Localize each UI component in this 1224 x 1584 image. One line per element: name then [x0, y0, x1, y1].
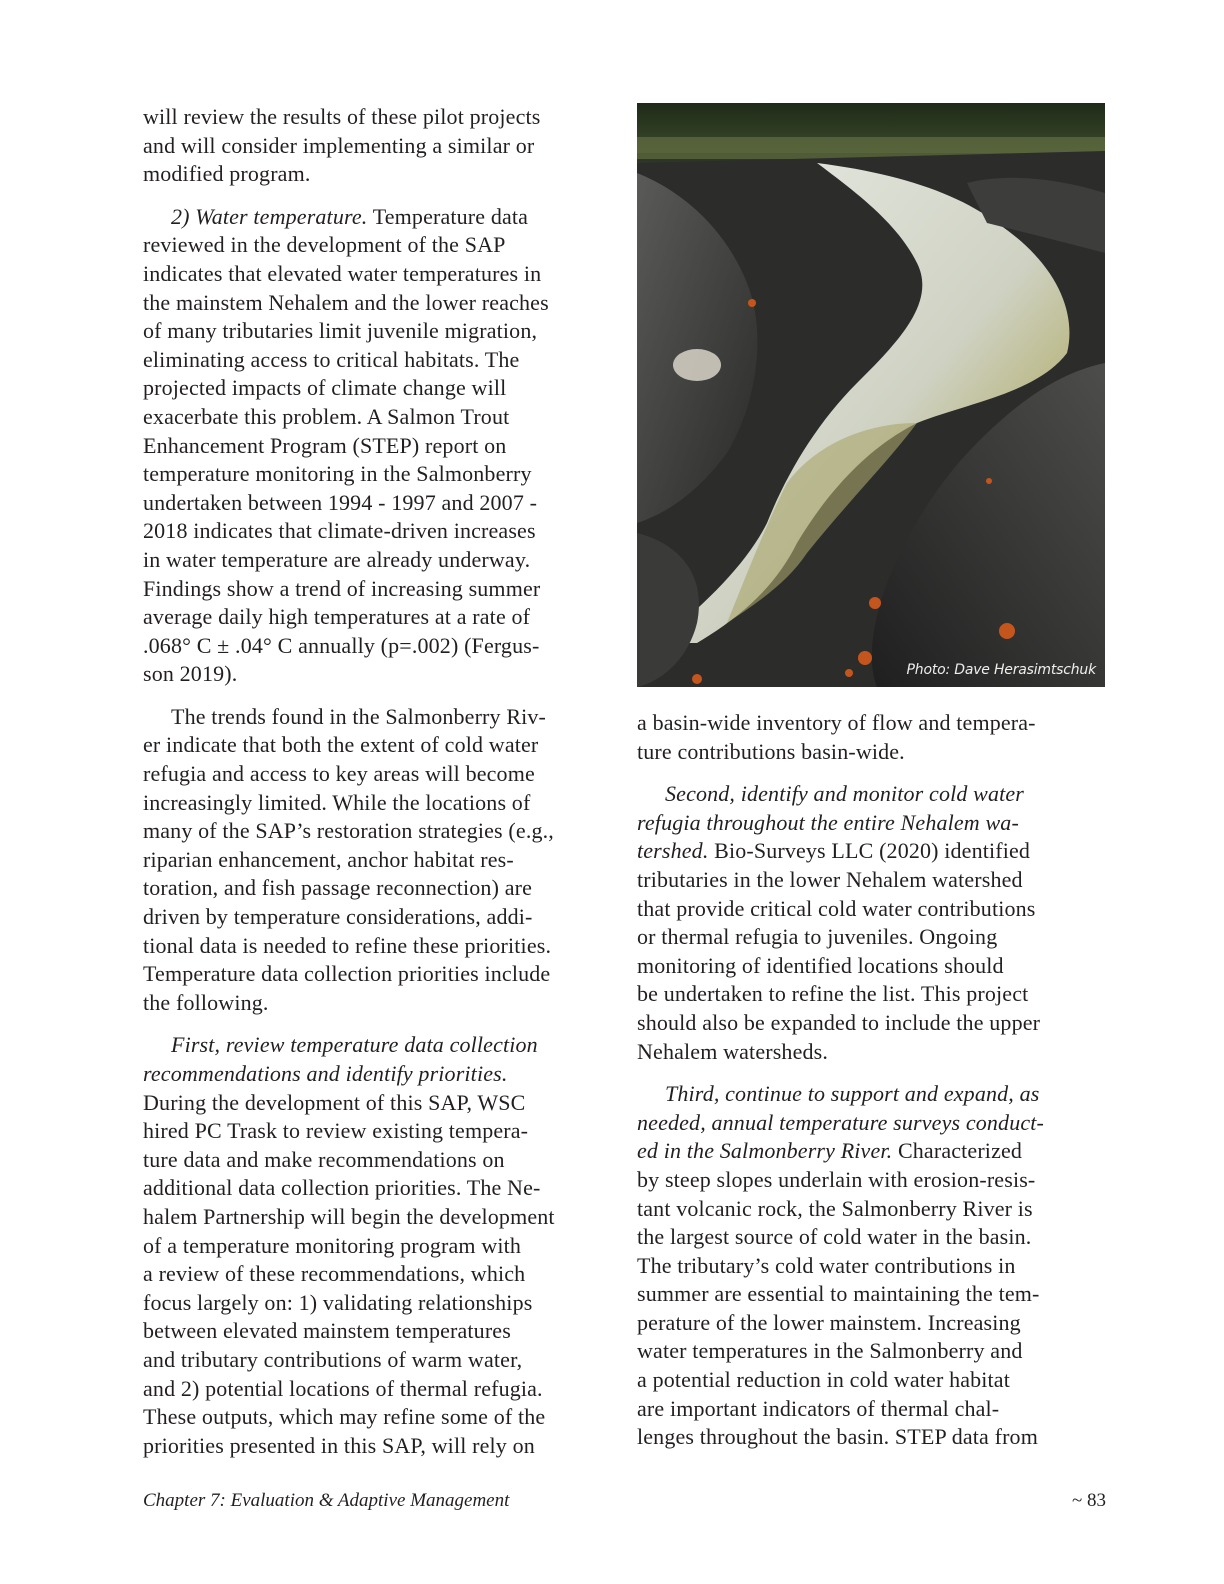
- text-line: The trends found in the Salmonberry Riv-: [171, 703, 547, 729]
- text-line: many of the SAP’s restoration strategies (e.g.,: [143, 818, 554, 844]
- text-line: son 2019).: [143, 661, 238, 687]
- text-line: [637, 1137, 1107, 1166]
- text-line: [637, 1109, 1107, 1138]
- waterfall-illustration: [637, 103, 1105, 687]
- text-line: that provide critical cold water contributions: [637, 895, 1036, 921]
- text-line: tional data is needed to refine these priorities.: [143, 932, 552, 958]
- text-line: temperature monitoring in the Salmonberry: [143, 461, 532, 487]
- paragraph-pilot-projects: [143, 103, 613, 189]
- paragraph-third-priority: [637, 1080, 1107, 1452]
- text-run: Bio-Surveys LLC (2020) identified: [708, 838, 1031, 864]
- text-line: Findings show a trend of increasing summer: [143, 575, 541, 601]
- right-column: [637, 103, 1107, 1466]
- text-line: modified program.: [143, 161, 311, 187]
- text-line: Nehalem watersheds.: [637, 1038, 828, 1064]
- left-column: [143, 103, 613, 1474]
- text-line: and tributary contributions of warm water,: [143, 1346, 523, 1372]
- subheading-water-temperature: 2) Water temperature.: [171, 203, 368, 229]
- text-line: the largest source of cold water in the basin.: [637, 1224, 1032, 1250]
- text-line: additional data collection priorities. The Ne-: [143, 1175, 541, 1201]
- subheading-third-priority: needed, annual temperature surveys conduct-: [637, 1109, 1045, 1135]
- text-line: projected impacts of climate change will: [143, 375, 507, 401]
- paragraph-second-priority: [637, 780, 1107, 1066]
- footer-chapter-title: Chapter 7: Evaluation & Adaptive Management: [143, 1490, 510, 1511]
- text-line: water temperatures in the Salmonberry and: [637, 1338, 1023, 1364]
- text-line: exacerbate this problem. A Salmon Trout: [143, 403, 510, 429]
- text-line: The tributary’s cold water contributions in: [637, 1252, 1016, 1278]
- text-line: [637, 809, 1107, 838]
- text-line: ture data and make recommendations on: [143, 1146, 505, 1172]
- text-line: and will consider implementing a similar or: [143, 132, 535, 158]
- text-line: Temperature data collection priorities include: [143, 961, 551, 987]
- text-line: priorities presented in this SAP, will rely on: [143, 1432, 535, 1458]
- text-line: the following.: [143, 989, 269, 1015]
- text-line: or thermal refugia to juveniles. Ongoing: [637, 924, 998, 950]
- subheading-second-priority: refugia throughout the entire Nehalem wa-: [637, 809, 1019, 835]
- text-line: refugia and access to key areas will become: [143, 761, 535, 787]
- text-line: in water temperature are already underway.: [143, 546, 531, 572]
- text-line: halem Partnership will begin the development: [143, 1203, 555, 1229]
- text-line: 2018 indicates that climate-driven increases: [143, 518, 536, 544]
- text-line: by steep slopes underlain with erosion-resis-: [637, 1166, 1036, 1192]
- text-run: Temperature data: [367, 203, 529, 229]
- text-line: a potential reduction in cold water habitat: [637, 1367, 1010, 1393]
- text-line: [637, 1080, 1107, 1109]
- subheading-second-priority: Second, identify and monitor cold water: [665, 781, 1025, 807]
- text-line: tant volcanic rock, the Salmonberry River is: [637, 1195, 1033, 1221]
- text-line: will review the results of these pilot projects: [143, 104, 541, 129]
- river-photo: [637, 103, 1105, 687]
- paragraph-water-temperature: [143, 203, 613, 689]
- text-line: focus largely on: 1) validating relationships: [143, 1289, 533, 1315]
- text-line: [143, 1060, 613, 1089]
- text-line: hired PC Trask to review existing tempera-: [143, 1118, 529, 1144]
- text-line: indicates that elevated water temperatures in: [143, 260, 542, 286]
- text-line: summer are essential to maintaining the tem-: [637, 1281, 1040, 1307]
- text-line: and 2) potential locations of thermal refugia.: [143, 1375, 543, 1401]
- text-line: of many tributaries limit juvenile migration,: [143, 318, 538, 344]
- text-line: are important indicators of thermal chal-: [637, 1395, 1000, 1421]
- subheading-first-priority: recommendations and identify priorities.: [143, 1061, 508, 1086]
- text-run: Characterized: [892, 1138, 1023, 1164]
- text-line: a review of these recommendations, which: [143, 1261, 526, 1287]
- text-line: tributaries in the lower Nehalem watershed: [637, 866, 1023, 892]
- page-number: ~ 83: [1071, 1490, 1106, 1511]
- page-footer: [143, 1490, 1106, 1520]
- text-line: toration, and fish passage reconnection) are: [143, 875, 533, 901]
- text-line: .068° C ± .04° C annually (p=.002) (Fergus-: [143, 632, 540, 658]
- text-line: [637, 780, 1107, 809]
- subheading-first-priority: First, review temperature data collection: [171, 1032, 538, 1058]
- text-line: increasingly limited. While the locations of: [143, 789, 531, 815]
- subheading-third-priority: Third, continue to support and expand, as: [665, 1081, 1040, 1107]
- paragraph-basin-inventory: [637, 709, 1107, 766]
- text-line: driven by temperature considerations, addi-: [143, 904, 533, 930]
- text-line: Enhancement Program (STEP) report on: [143, 432, 507, 458]
- text-line: lenges throughout the basin. STEP data from: [637, 1424, 1038, 1450]
- text-line: reviewed in the development of the SAP: [143, 232, 506, 258]
- text-line: eliminating access to critical habitats. The: [143, 346, 520, 372]
- text-line: undertaken between 1994 - 1997 and 2007 -: [143, 489, 538, 515]
- subheading-second-priority: tershed.: [637, 838, 709, 864]
- text-line: of a temperature monitoring program with: [143, 1232, 522, 1258]
- text-line: During the development of this SAP, WSC: [143, 1089, 526, 1115]
- text-line: monitoring of identified locations should: [637, 952, 1004, 978]
- text-line: [143, 203, 613, 232]
- paragraph-salmonberry-trends: [143, 703, 613, 1018]
- text-line: the mainstem Nehalem and the lower reaches: [143, 289, 549, 315]
- text-line: [637, 837, 1107, 866]
- text-line: be undertaken to refine the list. This project: [637, 981, 1029, 1007]
- text-line: er indicate that both the extent of cold water: [143, 732, 539, 758]
- text-line: a basin-wide inventory of flow and tempera-: [637, 710, 1036, 735]
- paragraph-first-priority: [143, 1031, 613, 1460]
- text-line: [143, 1031, 613, 1060]
- text-line: ture contributions basin-wide.: [637, 738, 905, 764]
- subheading-third-priority: ed in the Salmonberry River.: [637, 1138, 893, 1164]
- photo-credit: Photo: Dave Herasimtschuk: [906, 662, 1096, 678]
- text-line: between elevated mainstem temperatures: [143, 1318, 511, 1344]
- text-line: riparian enhancement, anchor habitat res-: [143, 846, 514, 872]
- text-line: average daily high temperatures at a rate of: [143, 604, 531, 630]
- text-line: should also be expanded to include the upper: [637, 1009, 1041, 1035]
- text-line: These outputs, which may refine some of the: [143, 1404, 546, 1430]
- text-line: perature of the lower mainstem. Increasing: [637, 1309, 1021, 1335]
